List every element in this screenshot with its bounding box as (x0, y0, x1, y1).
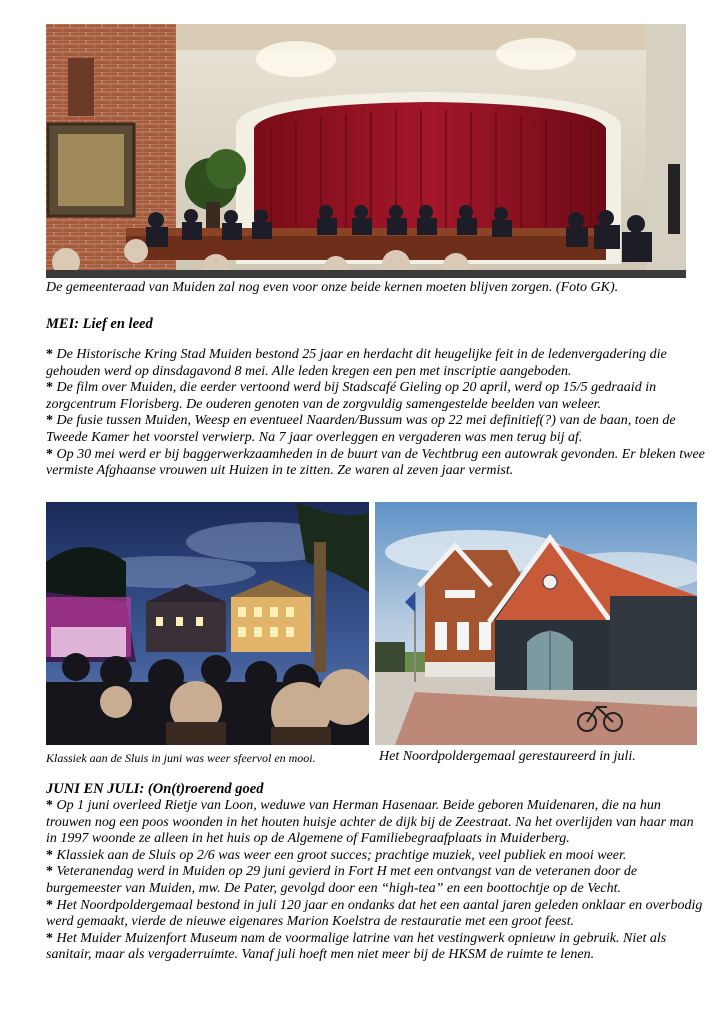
list-item (46, 931, 706, 964)
juni-juli-items-list (46, 798, 706, 964)
list-item (46, 413, 706, 446)
pumping-station-photo (375, 502, 697, 745)
item-text: Op 30 mei werd er bij baggerwerkzaamheden in de buurt van de Vechtbrug een autowrak gevonden. Er bleken twee vermiste Afghaanse vrouwen uit Huizen in te zitten. Ze waren al zeven jaar vermist. (46, 446, 705, 479)
section-heading-juni-juli: JUNI EN JULI: (On(t)roerend goed (46, 781, 264, 797)
list-item (46, 347, 706, 380)
bullet-star: * (46, 847, 53, 863)
list-item (46, 447, 706, 480)
bullet-star: * (46, 930, 53, 946)
council-photo-caption: De gemeenteraad van Muiden zal nog even voor onze beide kernen moeten blijven zorgen. (Foto GK). (46, 280, 619, 295)
list-item (46, 898, 706, 931)
section-heading-mei: MEI: Lief en leed (46, 316, 153, 332)
list-item (46, 798, 706, 848)
item-text: De fusie tussen Muiden, Weesp en eventueel Naarden/Bussum was op 22 mei definitief(?) van de baan, toen de Tweede Kamer het voorstel verwierp. Na 7 jaar overleggen en vergaderen was men terug bij af. (46, 413, 676, 445)
list-item (46, 864, 706, 897)
item-text: Op 1 juni overleed Rietje van Loon, weduwe van Herman Hasenaar. Beide geboren Muidenaren, die na hun trouwen nog een poos woonden in het houten huisje achter de dijk bij de Zeestraat. Na het overlijden van haar man in 1997 woonde ze alleen in het huis op de Algemene of Familiebegraafplaats in Muiderberg. (46, 798, 694, 847)
item-text: Het Noordpoldergemaal bestond in juli 120 jaar en ondanks dat het een aantal jaren geleden onklaar en overbodig werd gemaakt, vierde de nieuwe eigenares Marion Koelstra de restauratie met een groot feest. (46, 897, 703, 930)
bullet-star: * (46, 798, 53, 813)
mei-items-list (46, 347, 706, 480)
bullet-star: * (46, 413, 53, 429)
concert-photo-caption: Klassiek aan de Sluis in juni was weer sfeervol en mooi. (46, 751, 316, 765)
bullet-star: * (46, 864, 53, 880)
list-item (46, 380, 706, 413)
item-text: De Historische Kring Stad Muiden bestond 25 jaar en herdacht dit heugelijke feit in de ledenvergadering die gehouden werd op dinsdagavond 8 mei. Alle leden kregen een pen met inscriptie aangeboden. (46, 347, 667, 379)
item-text: Klassiek aan de Sluis op 2/6 was weer een groot succes; prachtige muziek, veel publiek en mooi weer. (56, 847, 627, 863)
item-text: Het Muider Muizenfort Museum nam de voormalige latrine van het vestingwerk opnieuw in gebruik. Niet als sanitair, maar als vergaderruimte. Vanaf juli hoeft men niet meer bij de HKSM de ruimte te lenen. (46, 930, 667, 963)
item-text: Veteranendag werd in Muiden op 29 juni gevierd in Fort H met een ontvangst van de veteranen door de burgemeester van Muiden, mw. De Pater, gevolgd door een “high-tea” en een boottochtje op de Vecht. (46, 864, 638, 896)
pumping-station-image (375, 502, 697, 745)
list-item (46, 848, 706, 865)
evening-concert-image (46, 502, 369, 745)
concert-photo (46, 502, 369, 745)
council-meeting-photo (46, 24, 686, 278)
bullet-star: * (46, 380, 53, 396)
council-meeting-image (46, 24, 686, 278)
item-text: De film over Muiden, die eerder vertoond werd bij Stadscafé Gieling op 20 april, werd op 15/5 gedraaid in zorgcentrum Florisberg. De ouderen genoten van de zorgvuldig samengestelde beelden van weleer. (46, 380, 657, 412)
bullet-star: * (46, 446, 53, 462)
pumping-station-photo-caption: Het Noordpoldergemaal gerestaureerd in juli. (379, 749, 636, 764)
bullet-star: * (46, 347, 53, 362)
bullet-star: * (46, 897, 53, 913)
